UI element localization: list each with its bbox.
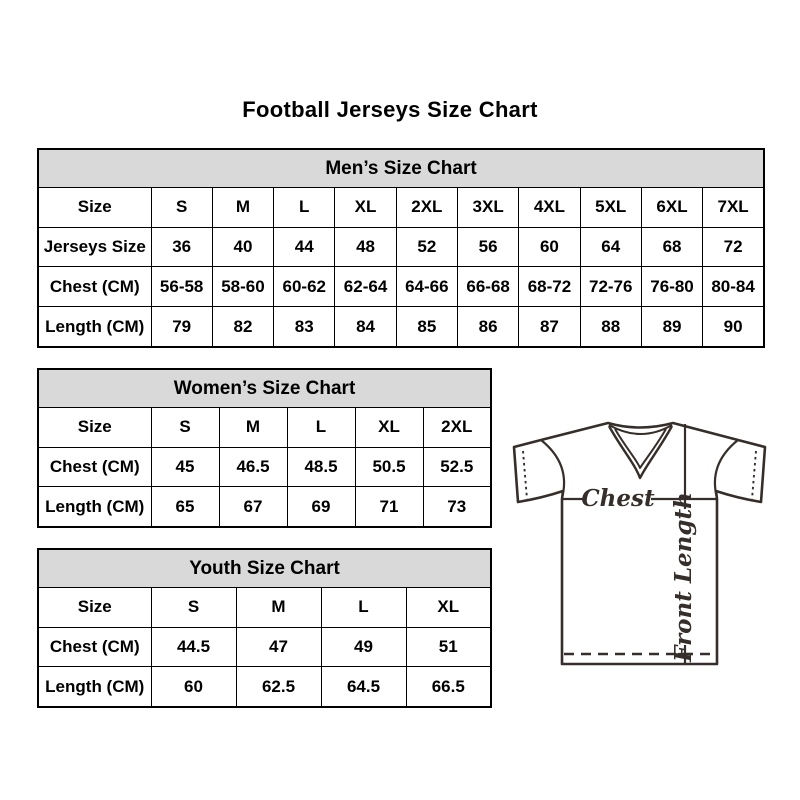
- table-cell: 48: [335, 227, 396, 267]
- table-row: [38, 227, 764, 267]
- table-cell: 56: [457, 227, 518, 267]
- left-cuff-stitch: [523, 451, 527, 499]
- front-length-label: Front Length: [670, 492, 697, 662]
- table-cell: 40: [212, 227, 273, 267]
- table-cell: 76-80: [641, 267, 702, 307]
- table-cell: 60-62: [274, 267, 335, 307]
- table-cell: 64.5: [321, 667, 406, 707]
- table-cell: 62-64: [335, 267, 396, 307]
- table-cell: 80-84: [703, 267, 764, 307]
- table-row: [38, 408, 491, 448]
- table-title-row: [38, 369, 491, 408]
- table-cell: 68-72: [519, 267, 580, 307]
- table-cell: 3XL: [457, 188, 518, 228]
- row-label: Length (CM): [38, 667, 151, 707]
- table-cell: 44: [274, 227, 335, 267]
- table-cell: 73: [423, 487, 491, 527]
- womens-table-title: Women’s Size Chart: [38, 369, 491, 408]
- table-row: [38, 588, 491, 628]
- table-cell: 71: [355, 487, 423, 527]
- table-cell: 89: [641, 307, 702, 347]
- table-cell: 52: [396, 227, 457, 267]
- table-cell: 88: [580, 307, 641, 347]
- table-cell: 68: [641, 227, 702, 267]
- table-cell: S: [151, 408, 219, 448]
- jersey-measurement-diagram: [503, 406, 779, 676]
- table-cell: 56-58: [151, 267, 212, 307]
- table-cell: 58-60: [212, 267, 273, 307]
- mens-size-table: [37, 148, 765, 348]
- row-label: Chest (CM): [38, 447, 151, 487]
- youth-table-title: Youth Size Chart: [38, 549, 491, 588]
- table-cell: XL: [355, 408, 423, 448]
- table-cell: 48.5: [287, 447, 355, 487]
- table-cell: M: [212, 188, 273, 228]
- table-cell: 87: [519, 307, 580, 347]
- right-cuff-stitch: [752, 451, 756, 499]
- left-armhole-seam: [541, 440, 564, 498]
- row-label: Size: [38, 408, 151, 448]
- womens-size-table: [37, 368, 492, 528]
- table-cell: 84: [335, 307, 396, 347]
- table-cell: 64-66: [396, 267, 457, 307]
- chest-label: Chest: [581, 485, 655, 512]
- table-cell: M: [236, 588, 321, 628]
- table-cell: 2XL: [396, 188, 457, 228]
- page-title: Football Jerseys Size Chart: [242, 97, 538, 122]
- table-cell: L: [287, 408, 355, 448]
- table-cell: 72: [703, 227, 764, 267]
- table-cell: 6XL: [641, 188, 702, 228]
- table-cell: 64: [580, 227, 641, 267]
- table-row: [38, 627, 491, 667]
- table-row: [38, 487, 491, 527]
- table-cell: L: [321, 588, 406, 628]
- table-cell: 66-68: [457, 267, 518, 307]
- table-cell: 52.5: [423, 447, 491, 487]
- table-cell: 85: [396, 307, 457, 347]
- row-label: Chest (CM): [38, 627, 151, 667]
- table-cell: 66.5: [406, 667, 491, 707]
- table-cell: 65: [151, 487, 219, 527]
- row-label: Size: [38, 588, 151, 628]
- table-title-row: [38, 549, 491, 588]
- table-cell: 69: [287, 487, 355, 527]
- table-cell: 90: [703, 307, 764, 347]
- table-cell: 51: [406, 627, 491, 667]
- table-cell: 4XL: [519, 188, 580, 228]
- table-cell: 2XL: [423, 408, 491, 448]
- table-cell: XL: [406, 588, 491, 628]
- row-label: Length (CM): [38, 487, 151, 527]
- right-armhole-seam: [715, 440, 738, 498]
- table-cell: 47: [236, 627, 321, 667]
- table-cell: 86: [457, 307, 518, 347]
- table-cell: 7XL: [703, 188, 764, 228]
- table-cell: 50.5: [355, 447, 423, 487]
- youth-size-table: [37, 548, 492, 708]
- table-row: [38, 447, 491, 487]
- table-cell: L: [274, 188, 335, 228]
- table-cell: 44.5: [151, 627, 236, 667]
- row-label: Size: [38, 188, 151, 228]
- table-cell: 60: [151, 667, 236, 707]
- table-cell: 82: [212, 307, 273, 347]
- row-label: Jerseys Size: [38, 227, 151, 267]
- table-title-row: [38, 149, 764, 188]
- table-row: [38, 307, 764, 347]
- jersey-outline: [514, 423, 765, 664]
- row-label: Chest (CM): [38, 267, 151, 307]
- table-cell: 83: [274, 307, 335, 347]
- table-cell: 72-76: [580, 267, 641, 307]
- table-cell: S: [151, 588, 236, 628]
- mens-table-title: Men’s Size Chart: [38, 149, 764, 188]
- table-cell: 36: [151, 227, 212, 267]
- row-label: Length (CM): [38, 307, 151, 347]
- table-cell: S: [151, 188, 212, 228]
- table-cell: M: [219, 408, 287, 448]
- table-cell: XL: [335, 188, 396, 228]
- table-cell: 67: [219, 487, 287, 527]
- table-row: [38, 667, 491, 707]
- table-cell: 45: [151, 447, 219, 487]
- table-row: [38, 188, 764, 228]
- table-cell: 46.5: [219, 447, 287, 487]
- table-cell: 49: [321, 627, 406, 667]
- table-cell: 79: [151, 307, 212, 347]
- table-row: [38, 267, 764, 307]
- jersey-diagram-svg: [503, 406, 779, 676]
- table-cell: 62.5: [236, 667, 321, 707]
- table-cell: 5XL: [580, 188, 641, 228]
- table-cell: 60: [519, 227, 580, 267]
